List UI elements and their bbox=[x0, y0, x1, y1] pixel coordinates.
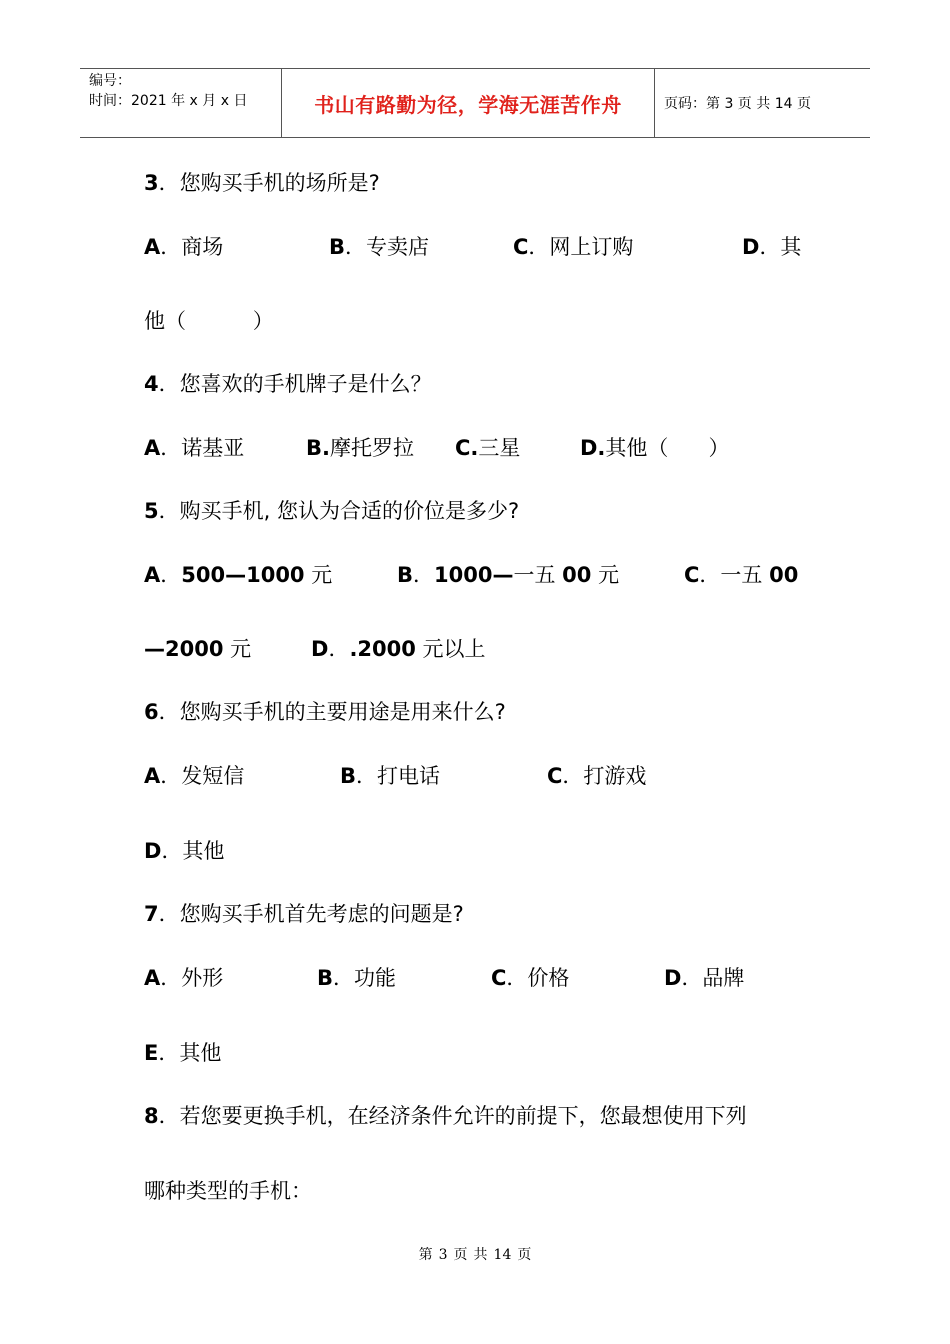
header-page-info bbox=[655, 69, 870, 137]
question-text: ．购买手机, 您认为合适的价位是多少? bbox=[158, 499, 520, 523]
option-letter: B bbox=[397, 563, 414, 587]
option-text: 摩托罗拉 bbox=[329, 436, 414, 460]
option-c bbox=[547, 761, 646, 791]
question-4 bbox=[144, 369, 432, 399]
option-d bbox=[664, 963, 744, 993]
option-unit: 元 bbox=[223, 637, 252, 661]
option-unit: 元 bbox=[591, 563, 620, 587]
question-8 bbox=[144, 1101, 747, 1131]
option-letter: B bbox=[329, 235, 346, 259]
option-b bbox=[306, 433, 414, 463]
header-motto-cell bbox=[282, 69, 655, 137]
option-separator: ．一五 bbox=[699, 563, 770, 587]
footer-total-pages: 14 bbox=[493, 1247, 512, 1263]
option-price: 1000— bbox=[434, 563, 514, 587]
option-c bbox=[684, 560, 798, 590]
option-letter: A bbox=[144, 563, 161, 587]
option-text: 三星 bbox=[478, 436, 521, 460]
footer-page-number: 3 bbox=[438, 1247, 448, 1263]
footer-text: 页 bbox=[517, 1247, 532, 1263]
option-unit: 元 bbox=[304, 563, 333, 587]
option-letter: C bbox=[491, 966, 507, 990]
option-d bbox=[144, 836, 224, 866]
question-number: 4 bbox=[144, 372, 159, 396]
option-text: ．其他 bbox=[161, 839, 225, 863]
option-price-part: 00 bbox=[562, 563, 592, 587]
option-e bbox=[144, 1038, 221, 1068]
option-b bbox=[340, 761, 440, 791]
option-b bbox=[317, 963, 396, 993]
option-text: ．价格 bbox=[506, 966, 570, 990]
option-letter: C. bbox=[455, 436, 479, 460]
option-a bbox=[144, 761, 244, 791]
question-number: 5 bbox=[144, 499, 159, 523]
option-c-continued bbox=[144, 634, 251, 664]
option-unit: 元以上 bbox=[415, 637, 486, 661]
question-number: 3 bbox=[144, 171, 159, 195]
option-price-part: 一五 bbox=[513, 563, 563, 587]
option-text: ．功能 bbox=[333, 966, 397, 990]
question-6 bbox=[144, 697, 506, 727]
option-text: ．其 bbox=[759, 235, 802, 259]
option-letter: C bbox=[684, 563, 700, 587]
footer-text: 页 bbox=[453, 1247, 468, 1263]
question-5 bbox=[144, 496, 519, 526]
option-text: ．诺基亚 bbox=[160, 436, 245, 460]
option-c bbox=[513, 232, 633, 262]
option-letter: D bbox=[311, 637, 329, 661]
option-letter: A bbox=[144, 764, 161, 788]
question-text: ．您购买手机的场所是? bbox=[158, 171, 380, 195]
option-text: ．专卖店 bbox=[345, 235, 430, 259]
question-8-continued: 哪种类型的手机： bbox=[144, 1179, 312, 1203]
option-letter: A bbox=[144, 235, 161, 259]
question-7 bbox=[144, 899, 464, 929]
question-number: 8 bbox=[144, 1104, 159, 1128]
footer-text: 共 bbox=[473, 1247, 488, 1263]
option-text: ．打游戏 bbox=[562, 764, 647, 788]
option-letter: C bbox=[513, 235, 529, 259]
option-c bbox=[491, 963, 569, 993]
option-a bbox=[144, 232, 223, 262]
option-price: .2000 bbox=[349, 637, 416, 661]
question-text: ．您购买手机首先考虑的问题是? bbox=[158, 902, 464, 926]
option-price: 500—1000 bbox=[181, 563, 305, 587]
option-letter: A bbox=[144, 436, 161, 460]
option-d bbox=[742, 232, 801, 262]
question-text: ．您喜欢的手机牌子是什么？ bbox=[158, 372, 432, 396]
question-text: ．若您要更换手机，在经济条件允许的前提下，您最想使用下列 bbox=[158, 1104, 747, 1128]
question-number: 7 bbox=[144, 902, 159, 926]
option-letter: B. bbox=[306, 436, 330, 460]
option-letter: A bbox=[144, 966, 161, 990]
option-text: ．商场 bbox=[160, 235, 224, 259]
page-info: 页码：第 3 页 共 14 页 bbox=[664, 96, 811, 112]
question-number: 6 bbox=[144, 700, 159, 724]
option-b bbox=[397, 560, 619, 590]
page-header bbox=[80, 68, 870, 138]
option-d bbox=[580, 433, 729, 463]
option-letter: D bbox=[742, 235, 760, 259]
option-a bbox=[144, 963, 223, 993]
option-a bbox=[144, 433, 244, 463]
motto: 书山有路勤为径，学海无涯苦作舟 bbox=[314, 92, 622, 117]
option-letter: B bbox=[340, 764, 357, 788]
option-letter: D bbox=[144, 839, 162, 863]
option-b bbox=[329, 232, 429, 262]
time-label: 时间：2021 年 x 月 x 日 bbox=[89, 93, 248, 109]
question-text: ．您购买手机的主要用途是用来什么? bbox=[158, 700, 506, 724]
option-separator: ． bbox=[160, 563, 182, 587]
option-letter: E bbox=[144, 1041, 159, 1065]
option-c bbox=[455, 433, 520, 463]
option-letter: D bbox=[664, 966, 682, 990]
option-a bbox=[144, 560, 332, 590]
option-price-part: —2000 bbox=[144, 637, 224, 661]
option-text: ．其他 bbox=[158, 1041, 222, 1065]
option-text: ．打电话 bbox=[356, 764, 441, 788]
number-label: 编号： bbox=[89, 73, 131, 89]
option-text: ．发短信 bbox=[160, 764, 245, 788]
option-d-continued: 他（ ） bbox=[144, 309, 274, 333]
option-text: ．外形 bbox=[160, 966, 224, 990]
option-separator: ． bbox=[328, 637, 350, 661]
option-text: 其他（ ） bbox=[605, 436, 730, 460]
option-price-part: 00 bbox=[769, 563, 799, 587]
page-footer bbox=[0, 1244, 950, 1264]
option-separator: ． bbox=[413, 563, 435, 587]
header-meta bbox=[80, 69, 282, 137]
option-letter: B bbox=[317, 966, 334, 990]
option-d bbox=[311, 634, 486, 664]
option-letter: D. bbox=[580, 436, 606, 460]
option-letter: C bbox=[547, 764, 563, 788]
option-text: ．网上订购 bbox=[528, 235, 634, 259]
option-text: ．品牌 bbox=[681, 966, 745, 990]
footer-text: 第 bbox=[418, 1247, 433, 1263]
question-3 bbox=[144, 168, 380, 198]
